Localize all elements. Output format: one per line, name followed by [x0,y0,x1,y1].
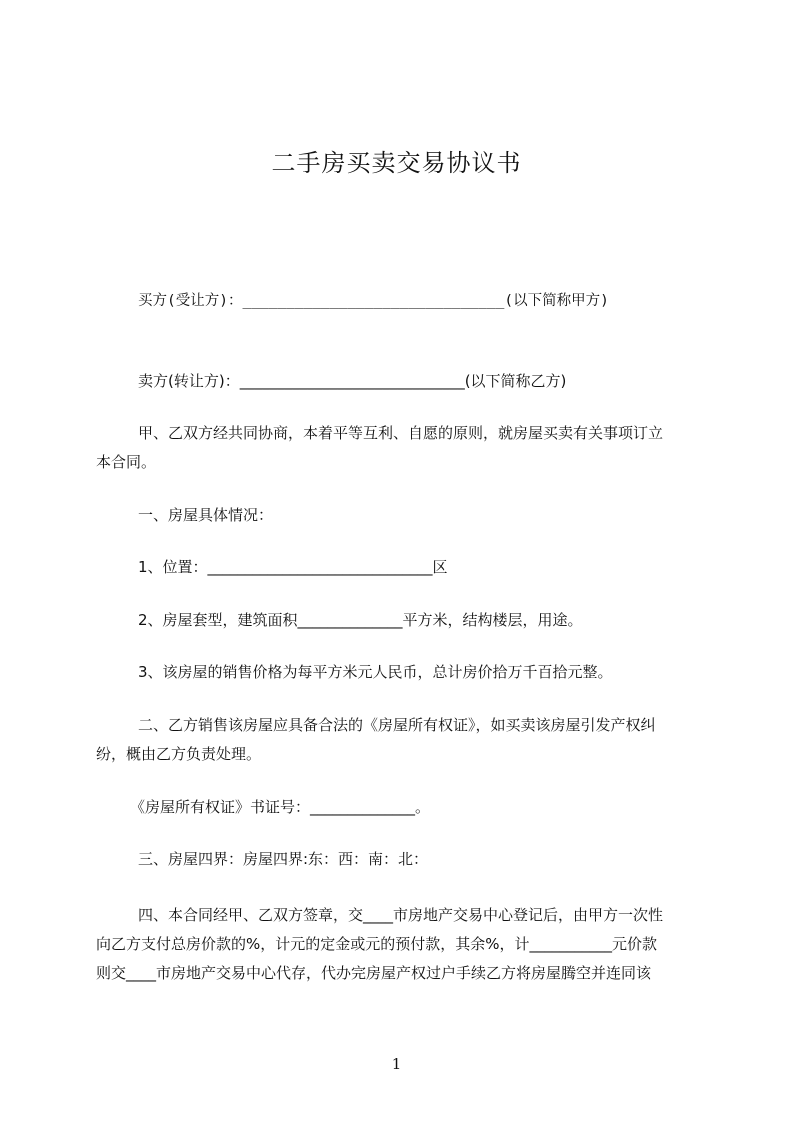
section-3-line: 三、房屋四界：房屋四界:东：西：南：北： [138,850,429,868]
intro-line-1: 甲、乙双方经共同协商，本着平等互利、自愿的原则，就房屋买卖有关事项订立 [138,424,664,442]
section-1-heading: 一、房屋具体情况： [138,506,274,524]
section-4-line-3: 则交____市房地产交易中心代存，代办完房屋产权过户手续乙方将房屋腾空并连同该 [96,964,652,982]
area-line: 2、房屋套型，建筑面积______________平方米，结构楼层，用途。 [138,611,583,629]
page-number: 1 [391,1055,402,1073]
section-2-line-1: 二、乙方销售该房屋应具备合法的《房屋所有权证》，如买卖该房屋引发产权纠 [138,716,656,734]
section-4-line-2: 向乙方支付总房价款的%，计元的定金或元的预付款，其余%，计___________元价款 [96,935,658,953]
intro-line-2: 本合同。 [96,453,157,471]
location-line: 1、位置：______________________________区 [138,558,448,576]
seller-line: 卖方(转让方)：______________________________(以下简称乙方) [138,372,567,390]
buyer-line: 买方(受让方)：______________________________(以下简称甲方) [138,293,609,309]
section-2-line-2: 纷，概由乙方负责处理。 [96,745,262,763]
document-title: 二手房买卖交易协议书 [271,149,522,177]
section-4-line-1: 四、本合同经甲、乙双方签章，交____市房地产交易中心登记后，由甲方一次性 [138,906,664,924]
price-line: 3、该房屋的销售价格为每平方米元人民币，总计房价拾万千百拾元整。 [138,663,613,681]
certificate-line: 《房屋所有权证》书证号：______________。 [130,798,431,816]
